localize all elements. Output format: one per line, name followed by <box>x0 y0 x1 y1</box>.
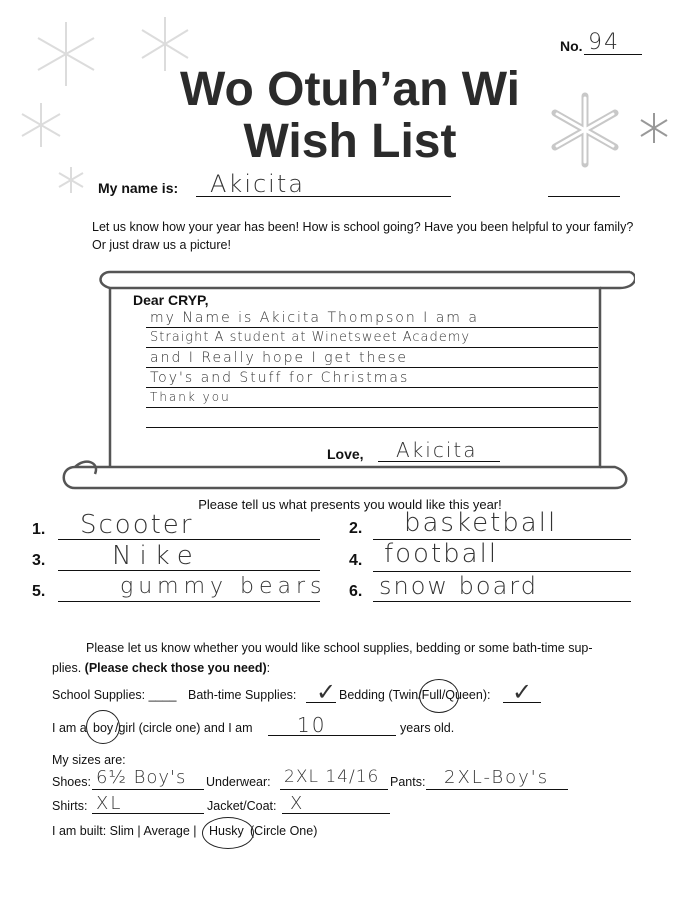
letter-signature: Akicita <box>396 438 478 462</box>
title-line-2: Wish List <box>243 115 457 168</box>
shirts-value: XL <box>96 793 123 814</box>
school-supplies-label: School Supplies: ____ <box>52 688 177 702</box>
name-row <box>98 172 623 202</box>
sizes-heading: My sizes are: <box>52 753 126 767</box>
build-husky-circle <box>202 817 254 849</box>
presents-prompt: Please tell us what presents you would like this year! <box>198 497 502 512</box>
gender-boy-circle <box>86 710 120 744</box>
letter-prompt: Let us know how your year has been! How is school going? Have you been helpful to your family? Or just draw us a picture! <box>92 220 634 252</box>
form-number-label: No. <box>560 38 583 54</box>
form-number <box>560 30 642 56</box>
underwear-value: 2XL 14/16 <box>284 767 380 787</box>
supplies-prompt-line-1: Please let us know whether you would like school supplies, bedding or some bath-time sup- <box>86 641 593 655</box>
present-item-4: 4. football <box>349 543 631 571</box>
bath-check-mark: ✓ <box>316 678 339 706</box>
letter-closing: Love, <box>327 446 364 462</box>
letter-line: Straight A student at Winetsweet Academy <box>150 330 471 345</box>
pants-value: 2XL-Boy's <box>444 767 550 788</box>
build-row: I am built: Slim | Average | Husky (Circle One) <box>52 824 318 838</box>
present-item-6: 6. snow board <box>349 576 631 604</box>
snowflake-icon <box>56 165 86 195</box>
name-label: My name is: <box>98 180 179 196</box>
letter-line: Toy's and Stuff for Christmas <box>150 370 410 386</box>
age-value: 10 <box>297 713 327 737</box>
bath-supplies-label: Bath-time Supplies: <box>188 688 297 702</box>
jacket-value: X <box>290 793 305 814</box>
sizes-row-2: Shirts: XL Jacket/Coat: X <box>52 799 652 821</box>
title-line-1: Wo Otuh’an Wi <box>180 63 520 116</box>
present-item-5: 5. gummy bears <box>32 574 327 600</box>
present-item-1: 1. Scooter <box>32 514 322 542</box>
letter-greeting: Dear CRYP, <box>133 292 209 308</box>
letter-line: my Name is Akicita Thompson I am a <box>150 310 479 326</box>
page-title <box>0 64 700 168</box>
supplies-row <box>52 678 652 710</box>
bedding-check-mark: ✓ <box>512 678 535 706</box>
present-item-3: 3. Nike <box>32 545 322 573</box>
sizes-row-1: Shoes: 6½ Boy's Underwear: 2XL 14/16 Pants: 2XL-Boy's <box>52 775 652 797</box>
supplies-prompt-line-2: plies. (Please check those you need): <box>52 661 271 675</box>
letter-line: Thank you <box>150 390 231 404</box>
shoes-value: 6½ Boy's <box>96 767 187 788</box>
name-value: Akicita <box>210 170 305 198</box>
letter-line: and I Really hope I get these <box>150 350 408 366</box>
bedding-label: Bedding (Twin/Full/Queen): <box>339 688 491 702</box>
gender-boy: boy <box>93 721 114 735</box>
letter-body <box>146 310 598 430</box>
build-husky: Husky <box>209 824 244 838</box>
present-item-2: 2. basketball <box>349 512 631 540</box>
gender-age-row: I am a boy /girl (circle one) and I am 10 years old. <box>52 713 455 737</box>
bedding-full-circle <box>419 679 459 713</box>
form-number-value: 94 <box>588 30 620 55</box>
